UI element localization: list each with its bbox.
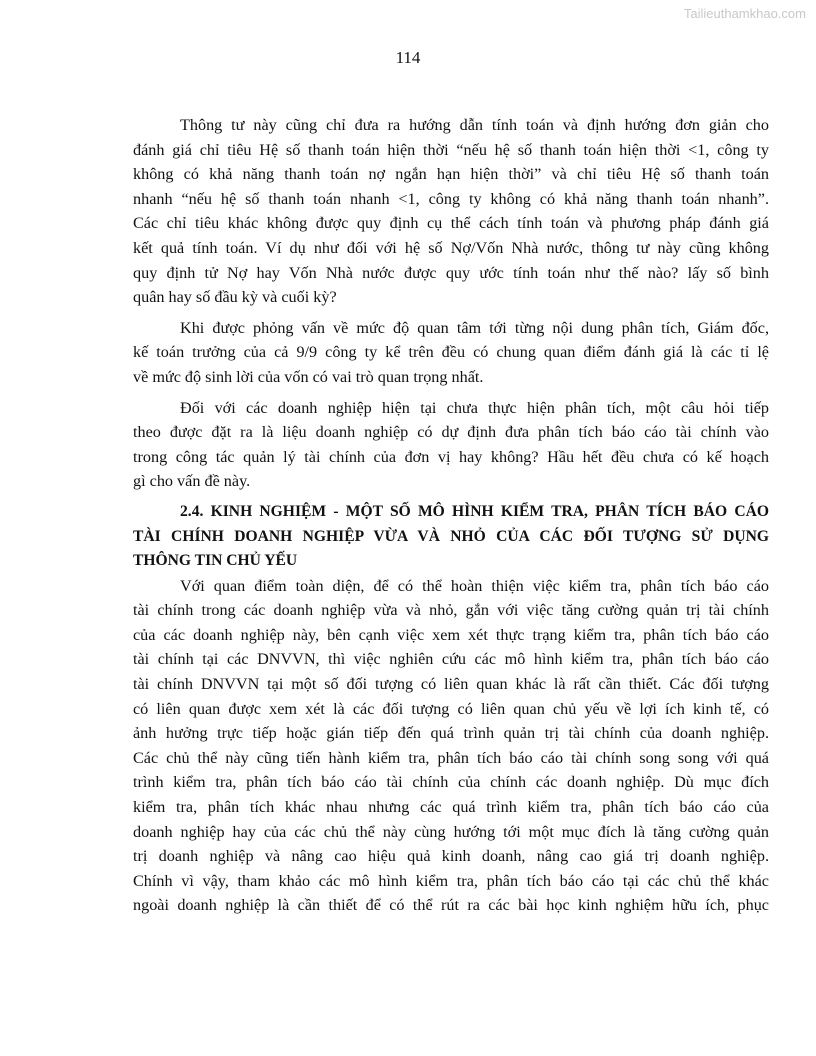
text-line: kế toán trưởng của cả 9/9 công ty kể trên đều có chung quan điểm đánh giá là các tỉ lệ bbox=[133, 343, 769, 362]
text-line: gì cho vấn đề này. bbox=[133, 472, 251, 491]
text-line: Chính vì vậy, tham khảo các mô hình kiểm tra, phân tích báo cáo tại các chủ thể khác bbox=[133, 871, 769, 890]
text-line: Các chỉ tiêu khác không được quy định cụ thể cách tính toán và phương pháp đánh giá bbox=[133, 214, 769, 233]
text-line: theo được đặt ra là liệu doanh nghiệp có dự định đưa phân tích báo cáo tài chính vào bbox=[133, 423, 769, 442]
text-line: Với quan điểm toàn diện, để có thể hoàn thiện việc kiểm tra, phân tích báo cáo bbox=[180, 576, 769, 595]
paragraph bbox=[133, 574, 769, 918]
paragraph bbox=[133, 113, 769, 310]
section-heading bbox=[133, 500, 769, 574]
text-line: kiểm tra, phân tích khác nhau nhưng các quá trình kiểm tra, phân tích báo cáo của bbox=[133, 798, 769, 817]
text-line: Khi được phỏng vấn về mức độ quan tâm tới từng nội dung phân tích, Giám đốc, bbox=[180, 318, 769, 337]
paragraph bbox=[133, 316, 769, 390]
text-line: quy định tử Nợ hay Vốn Nhà nước được quy ước tính toán như thế nào? lấy số bình bbox=[133, 263, 769, 282]
heading-line: 2.4. KINH NGHIỆM - MỘT SỐ MÔ HÌNH KIỂM TRA, PHÂN TÍCH BÁO CÁO bbox=[180, 502, 769, 520]
text-line: tài chính tại các DNVVN, thì việc nghiên cứu các mô hình kiểm tra, phân tích báo cáo bbox=[133, 650, 769, 669]
text-line: Đối với các doanh nghiệp hiện tại chưa thực hiện phân tích, một câu hỏi tiếp bbox=[180, 398, 769, 417]
text-line: doanh nghiệp hay của các chủ thể này cùng hướng tới một mục đích là tăng cường quản bbox=[133, 822, 769, 841]
text-line: Thông tư này cũng chỉ đưa ra hướng dẫn tính toán và định hướng đơn giản cho bbox=[180, 116, 769, 134]
text-line: Các chủ thể này cũng tiến hành kiểm tra, phân tích báo cáo tài chính song song với quá bbox=[133, 748, 769, 767]
page-number: 114 bbox=[395, 48, 421, 67]
text-line: trình kiểm tra, phân tích báo cáo tài chính của chính các doanh nghiệp. Dù mục đích bbox=[133, 773, 769, 792]
text-line: tài chính DNVVN tại một số đối tượng có liên quan khác là rất cần thiết. Các đối tượng bbox=[133, 675, 769, 694]
text-line: đánh giá chỉ tiêu Hệ số thanh toán hiện thời “nếu hệ số thanh toán hiện thời <1, công ty bbox=[133, 140, 769, 159]
text-line: ngoài doanh nghiệp là cần thiết để có thể rút ra các bài học kinh nghiệm hữu ích, phục bbox=[133, 896, 769, 915]
document-body bbox=[133, 113, 769, 924]
text-line: có liên quan được xem xét là các đối tượng có liên quan chủ yếu về lợi ích kinh tế, có bbox=[133, 699, 769, 718]
paragraph bbox=[133, 396, 769, 494]
text-line: nhanh “nếu hệ số thanh toán nhanh <1, công ty không có khả năng thanh toán nhanh”. bbox=[133, 189, 769, 208]
text-line: ảnh hưởng trực tiếp hoặc gián tiếp đến quá trình quản trị tài chính của doanh nghiệp. bbox=[133, 724, 769, 743]
heading-line: TÀI CHÍNH DOANH NGHIỆP VỪA VÀ NHỎ CỦA CÁC ĐỐI TƯỢNG SỬ DỤNG bbox=[133, 527, 769, 545]
text-line: trong công tác quản lý tài chính của đơn vị hay không? Hầu hết đều chưa có kế hoạch bbox=[133, 447, 769, 466]
text-line: tài chính trong các doanh nghiệp vừa và nhỏ, gắn với việc tăng cường quản trị tài chính bbox=[133, 601, 769, 620]
text-line: trị doanh nghiệp và nâng cao hiệu quả kinh doanh, nâng cao giá trị doanh nghiệp. bbox=[133, 847, 769, 866]
text-line: của các doanh nghiệp này, bên cạnh việc xem xét thực trạng kiểm tra, phân tích báo cáo bbox=[133, 625, 769, 644]
text-line: kết quả tính toán. Ví dụ như đối với hệ số Nợ/Vốn Nhà nước, thông tư này cũng không bbox=[133, 238, 769, 257]
text-line: không có khả năng thanh toán nợ ngắn hạn hiện thời” và chỉ tiêu Hệ số thanh toán bbox=[133, 165, 769, 184]
text-line: quân hay số đầu kỳ và cuối kỳ? bbox=[133, 288, 337, 307]
watermark: Tailieuthamkhao.com bbox=[683, 6, 806, 21]
heading-line: THÔNG TIN CHỦ YẾU bbox=[133, 552, 298, 570]
text-line: về mức độ sinh lời của vốn có vai trò quan trọng nhất. bbox=[133, 367, 484, 386]
